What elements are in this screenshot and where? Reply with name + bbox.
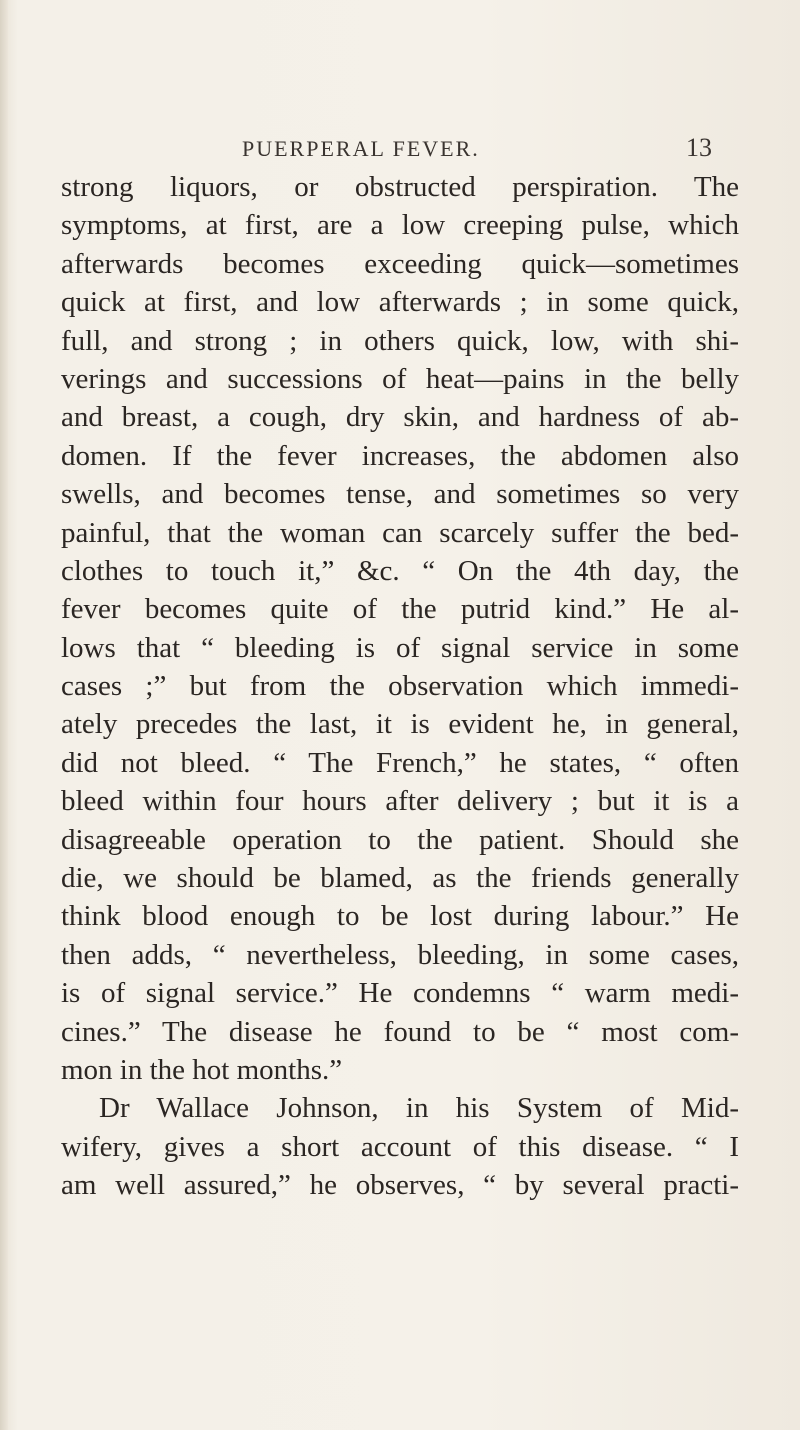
body-text <box>61 168 739 1205</box>
text-line: clothes to touch it,” &c. “ On the 4th day, the <box>61 554 739 587</box>
text-line: full, and strong ; in others quick, low, with shi- <box>61 324 739 357</box>
text-line: wifery, gives a short account of this disease. “ I <box>61 1130 739 1163</box>
text-line: am well assured,” he observes, “ by several practi- <box>61 1169 739 1202</box>
text-line: think blood enough to be lost during labour.” He <box>61 900 739 933</box>
text-line: cines.” The disease he found to be “ most com- <box>61 1015 739 1048</box>
text-line: fever becomes quite of the putrid kind.” He al- <box>61 593 739 626</box>
text-line: domen. If the fever increases, the abdomen also <box>61 439 739 472</box>
text-line: cases ;” but from the observation which immedi- <box>61 670 739 703</box>
text-line: quick at first, and low afterwards ; in some quick, <box>61 286 739 319</box>
running-head: PUERPERAL FEVER. <box>242 136 480 161</box>
text-line: mon in the hot months.” <box>61 1053 343 1086</box>
text-line: swells, and becomes tense, and sometimes so very <box>61 478 739 511</box>
page-gutter <box>0 0 8 1430</box>
text-line: strong liquors, or obstructed perspiration. The <box>61 171 739 203</box>
text-line: is of signal service.” He condemns “ warm medi- <box>61 977 739 1010</box>
text-line: Dr Wallace Johnson, in his System of Mid- <box>99 1092 739 1125</box>
text-line: symptoms, at first, are a low creeping pulse, which <box>61 209 739 242</box>
page-number: 13 <box>686 133 712 162</box>
text-line: ately precedes the last, it is evident he, in general, <box>61 708 739 741</box>
text-line: did not bleed. “ The French,” he states, “ often <box>61 746 739 779</box>
text-line: lows that “ bleeding is of signal service in some <box>61 631 739 664</box>
text-line: afterwards becomes exceeding quick—sometimes <box>61 247 739 280</box>
text-line: die, we should be blamed, as the friends generally <box>61 862 739 895</box>
text-line: then adds, “ nevertheless, bleeding, in some cases, <box>61 938 739 971</box>
text-line: disagreeable operation to the patient. Should she <box>61 823 739 856</box>
text-line: and breast, a cough, dry skin, and hardness of ab- <box>61 401 739 434</box>
page-header <box>0 133 800 172</box>
text-line: verings and successions of heat—pains in the belly <box>61 362 739 395</box>
text-line: painful, that the woman can scarcely suffer the bed- <box>61 516 739 549</box>
text-line: bleed within four hours after delivery ; but it is a <box>61 785 739 818</box>
